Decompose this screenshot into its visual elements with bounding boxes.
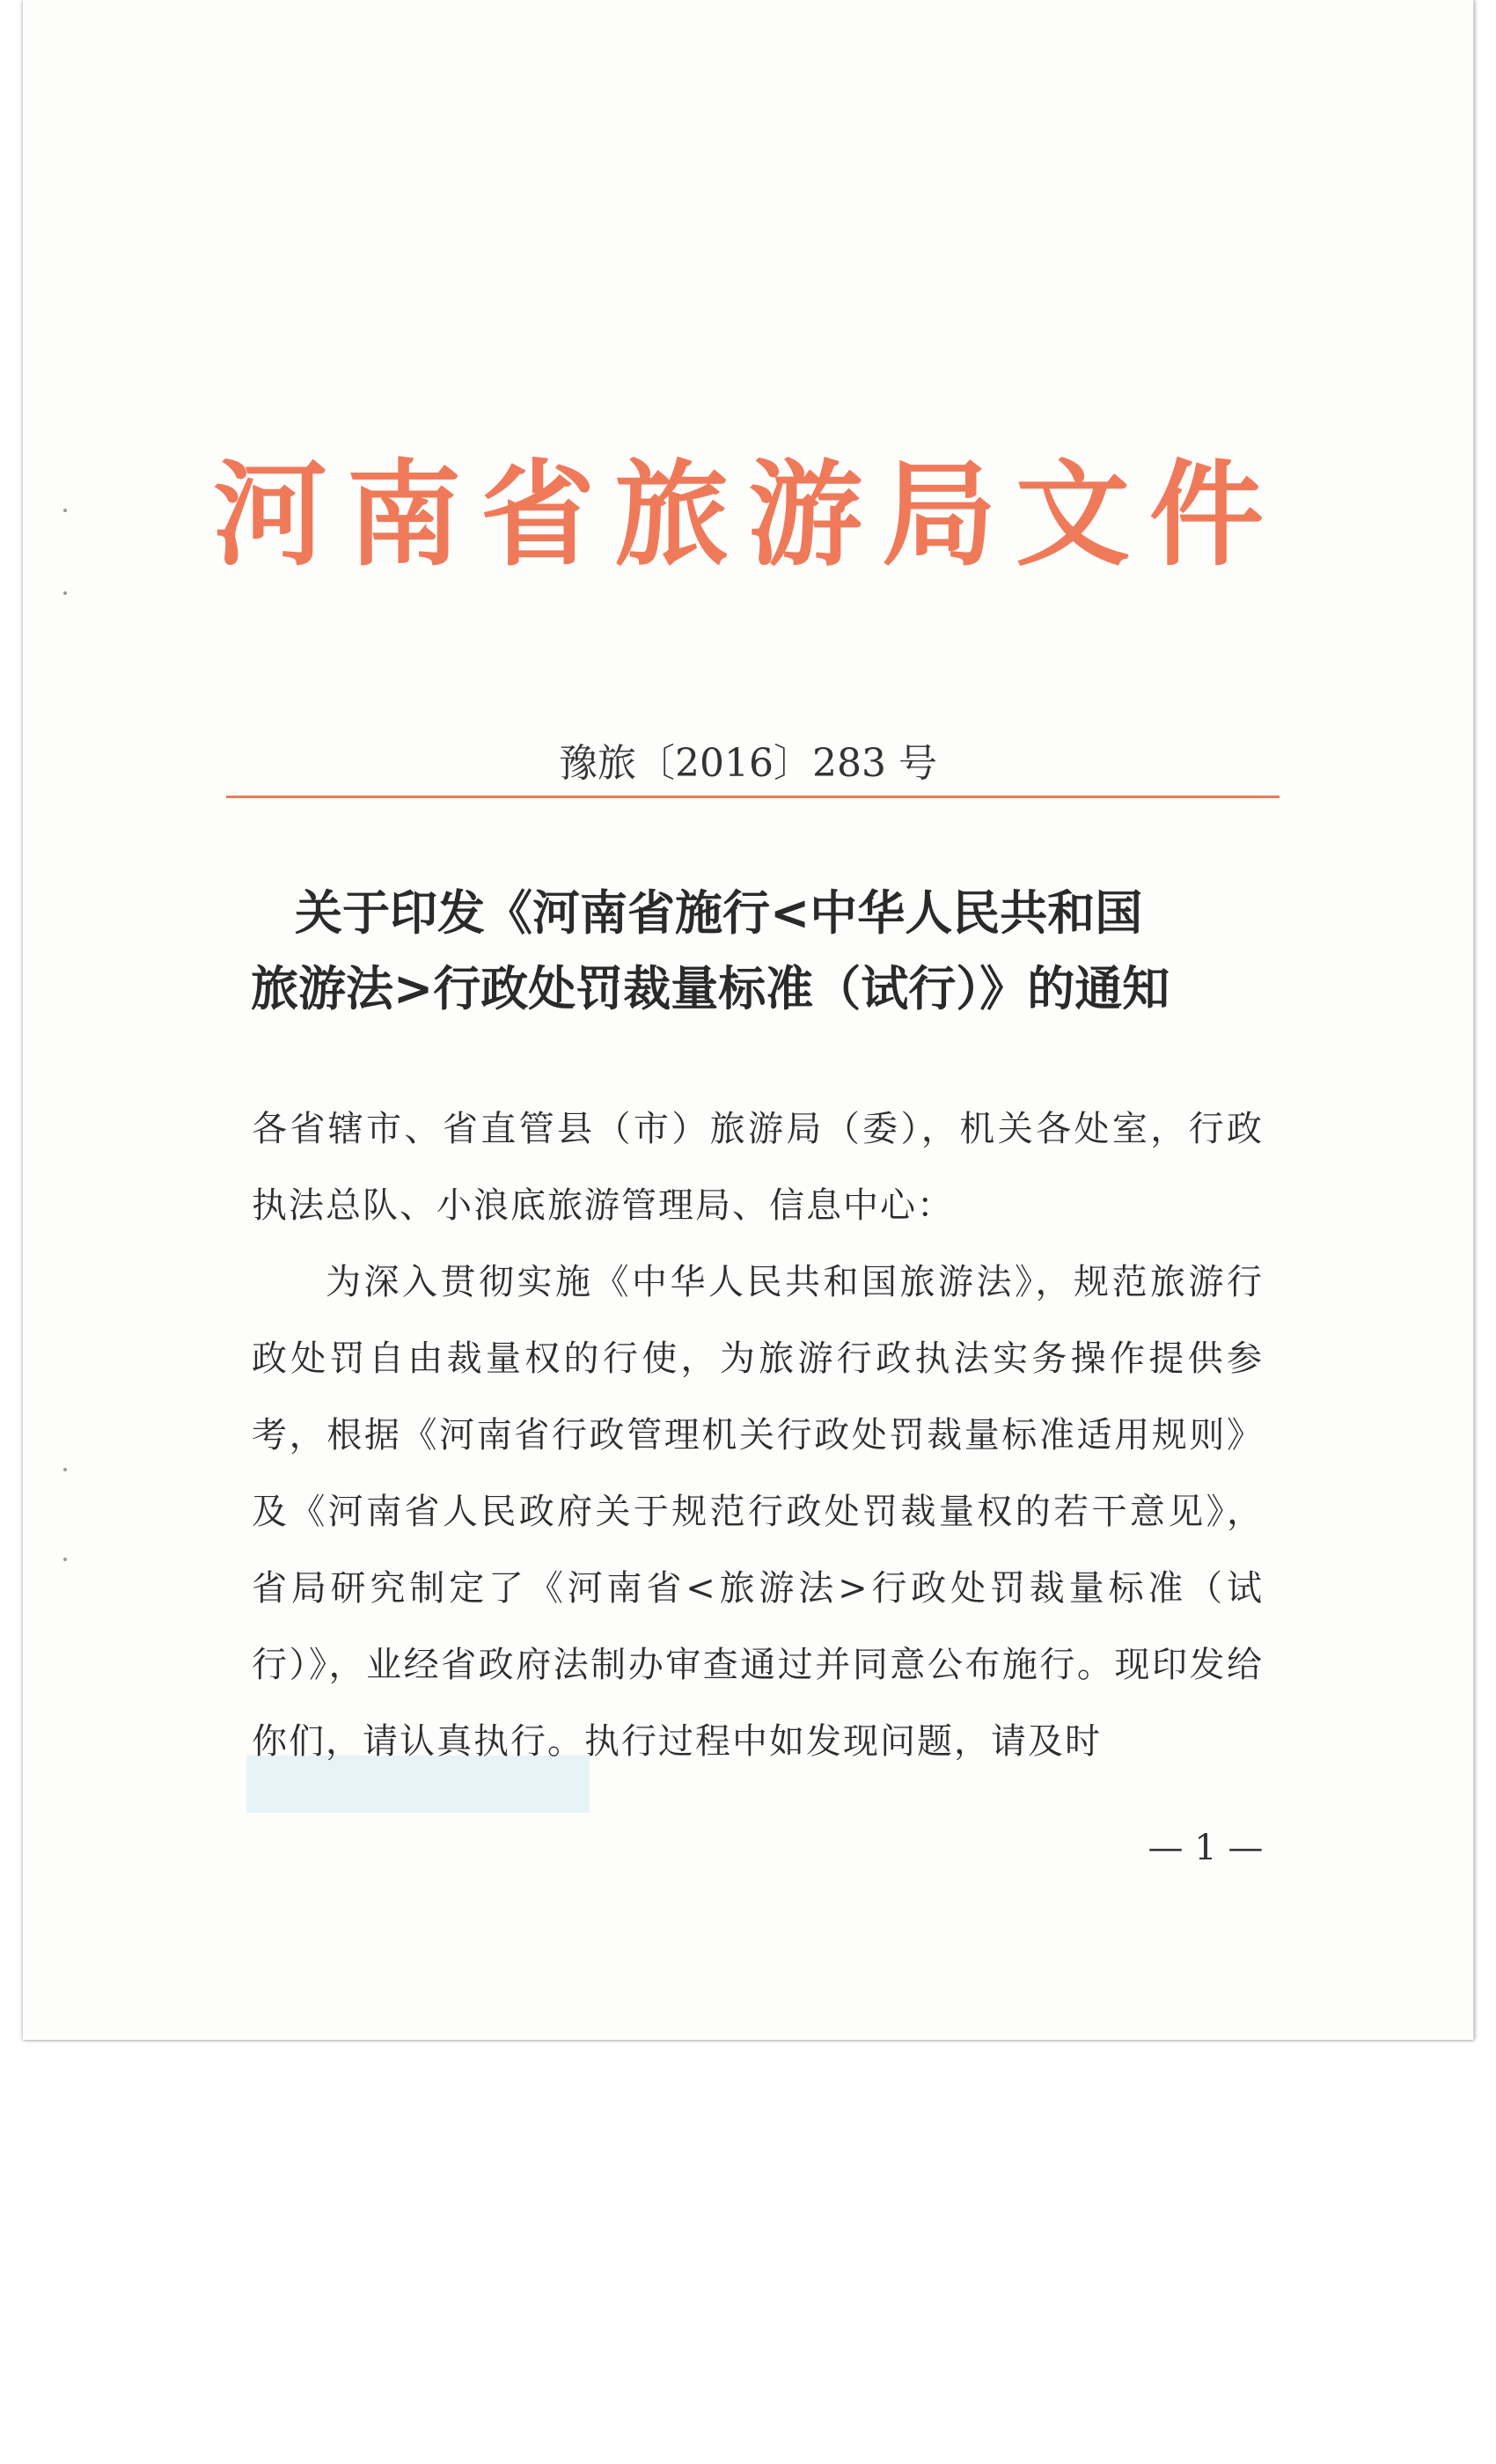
document-body: [252, 1091, 1264, 1780]
scan-speck: [63, 1558, 67, 1561]
masthead: 河南省旅游局文件: [212, 447, 1283, 582]
red-divider-line: [226, 796, 1280, 798]
addressee: 各省辖市、省直管县（市）旅游局（委），机关各处室，行政执法总队、小浪底旅游管理局、信息中心：: [252, 1109, 1264, 1226]
document-number: 豫旅〔2016〕283 号: [559, 741, 937, 786]
title-line-2: 旅游法>行政处罚裁量标准（试行）》的通知: [251, 961, 1170, 1016]
title-line-1: 关于印发《河南省施行<中华人民共和国: [295, 885, 1143, 941]
document-title: [251, 876, 1263, 1027]
page-number: — 1 —: [1148, 1828, 1264, 1868]
body-paragraph: 为深入贯彻实施《中华人民共和国旅游法》，规范旅游行政处罚自由裁量权的行使，为旅游行政执法实务操作提供参考，根据《河南省行政管理机关行政处罚裁量标准适用规则》及《河南省人民政府关于规范行政处罚裁量权的若干意见》，省局研究制定了《河南省<旅游法>行政处罚裁量标准（试行）》，业经省政府法制办审查通过并同意公布施行。现印发给你们，请认真执行。执行过程中如发现问题，请及时: [252, 1262, 1264, 1762]
scan-speck: [63, 1468, 67, 1471]
scan-speck: [63, 591, 67, 595]
